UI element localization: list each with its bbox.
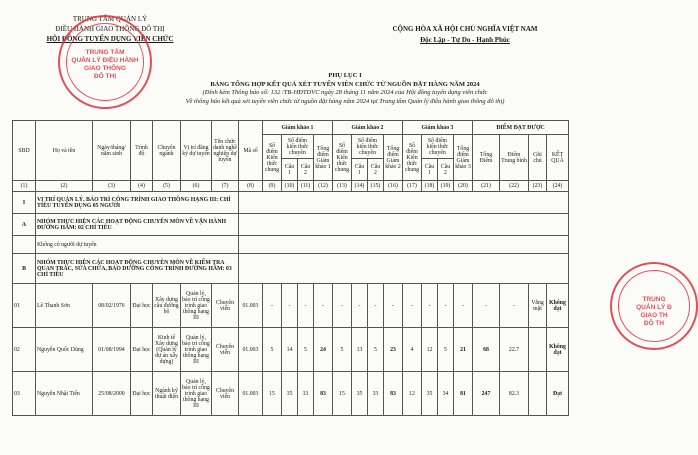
col-num: (18) — [422, 181, 438, 192]
j3-q1: Câu 1 — [422, 159, 438, 181]
cell-score: - — [282, 284, 298, 328]
cell-score: 83 — [314, 372, 333, 416]
col-num: (7) — [212, 181, 239, 192]
cell-title: Chuyên viên — [212, 372, 239, 416]
table-row — [13, 328, 569, 372]
cell-dob: 01/08/1994 — [93, 328, 131, 372]
col-header-result: KẾT QUẢ — [547, 135, 569, 181]
j3-general: Số điểm Kiến thức chung — [403, 135, 422, 181]
col-header-major: Chuyên ngành — [153, 121, 181, 181]
cell-note — [529, 328, 547, 372]
col-header-note: Ghi chú — [529, 135, 547, 181]
col-num: (15) — [368, 181, 384, 192]
cell-score: 5 — [333, 328, 352, 372]
no-candidates-note: Không có người dự tuyển — [36, 236, 239, 254]
cell-score: 4 — [403, 328, 422, 372]
cell-score: 81 — [454, 372, 473, 416]
section-row — [13, 254, 569, 284]
j3-total: Tổng điểm Giám khảo 3 — [454, 135, 473, 181]
cell-score: - — [314, 284, 333, 328]
judge3-header: Giám khảo 3 — [403, 121, 473, 135]
country-name: CỘNG HÒA XÃ HỘI CHỦ NGHĨA VIỆT NAM — [392, 25, 538, 33]
section-empty — [239, 254, 569, 284]
col-num: (5) — [153, 181, 181, 192]
cell-major: Ngành kỹ thuật điện — [153, 372, 181, 416]
cell-avg: 82.3 — [500, 372, 529, 416]
section-title: VỊ TRÍ QUẢN LÝ, BẢO TRÌ CÔNG TRÌNH GIAO THÔNG HẠNG III: CHỈ TIÊU TUYỂN DỤNG 05 NGƯỜI — [36, 192, 239, 214]
cell-score: 12 — [403, 372, 422, 416]
col-num: (24) — [547, 181, 569, 192]
col-header-title: Tên chức danh nghề nghiệp dự tuyển — [212, 121, 239, 181]
official-seal: TRUNG TÂM QUẢN LÝ ĐIỀU HÀNH GIAO THÔNG ĐÔ THỊ — [58, 15, 152, 109]
cell-score: 12 — [422, 328, 438, 372]
judge2-header: Giám khảo 2 — [333, 121, 403, 135]
j3-specialized: Số điểm kiến thức chuyên — [422, 135, 454, 159]
section-row — [13, 214, 569, 236]
cell-major: Xây dựng cầu đường bộ — [153, 284, 181, 328]
j2-general: Số điểm Kiến thức chung — [333, 135, 352, 181]
cell-name: Lê Thanh Sơn — [36, 284, 93, 328]
official-seal-2: TRUNG QUẢN LÝ Đ GIAO TH ĐÔ TH — [610, 262, 698, 350]
cell-position: Quản lý, bảo trì công trình giao thông hạng III — [181, 328, 212, 372]
cell-score: - — [384, 284, 403, 328]
section-label: B — [13, 254, 36, 284]
col-num: (16) — [384, 181, 403, 192]
section-title: NHÓM THỰC HIỆN CÁC HOẠT ĐỘNG CHUYÊN MÔN VỀ VẬN HÀNH ĐƯỜNG HẦM: 02 CHỈ TIÊU — [36, 214, 239, 236]
j1-specialized: Số điểm kiến thức chuyên — [282, 135, 314, 159]
col-num: (17) — [403, 181, 422, 192]
section-empty — [239, 214, 569, 236]
cell-total: 247 — [473, 372, 500, 416]
cell-score: 24 — [314, 328, 333, 372]
cell-major: Kinh tế Xây dựng (Quản lý dự án xây dựng) — [153, 328, 181, 372]
cell-dob: 25/08/2000 — [93, 372, 131, 416]
cell-dob: 08/02/1976 — [93, 284, 131, 328]
cell-title: Chuyên viên — [212, 328, 239, 372]
col-header-sbd: SBD — [13, 121, 36, 181]
col-num: (20) — [454, 181, 473, 192]
col-num: (14) — [352, 181, 368, 192]
j3-q2: Câu 2 — [438, 159, 454, 181]
j1-general: Số điểm Kiến thức chung — [263, 135, 282, 181]
cell-score: 21 — [454, 328, 473, 372]
j2-q2: Câu 2 — [368, 159, 384, 181]
cell-score: - — [368, 284, 384, 328]
cell-score: - — [422, 284, 438, 328]
table-row — [13, 284, 569, 328]
col-num: (23) — [529, 181, 547, 192]
j1-q1: Câu 1 — [282, 159, 298, 181]
cell-score: 35 — [282, 372, 298, 416]
col-num: (12) — [314, 181, 333, 192]
section-label — [13, 236, 36, 254]
col-header-dob: Ngày/tháng/ năm sinh — [93, 121, 131, 181]
cell-level: Đại học — [131, 284, 153, 328]
cell-score: 34 — [438, 372, 454, 416]
cell-result: Không đạt — [547, 284, 569, 328]
col-num: (6) — [181, 181, 212, 192]
cell-level: Đại học — [131, 372, 153, 416]
col-num: (1) — [13, 181, 36, 192]
section-label: A — [13, 214, 36, 236]
motto: Độc Lập - Tự Do - Hạnh Phúc — [420, 36, 510, 44]
column-number-row — [13, 181, 569, 192]
col-num: (4) — [131, 181, 153, 192]
score-group-header: ĐIỂM ĐẠT ĐƯỢC — [473, 121, 569, 135]
cell-code: 01.003 — [239, 284, 263, 328]
cell-score: - — [333, 284, 352, 328]
j2-q1: Câu 1 — [352, 159, 368, 181]
appendix-label: PHỤ LỤC I — [328, 72, 362, 79]
col-header-level: Trình độ — [131, 121, 153, 181]
cell-score: 5 — [368, 328, 384, 372]
cell-avg: 22.7 — [500, 328, 529, 372]
cell-score: - — [352, 284, 368, 328]
cell-position: Quản lý, bảo trì công trình giao thông hạng III — [181, 284, 212, 328]
cell-score: - — [438, 284, 454, 328]
cell-name: Nguyễn Quốc Dũng — [36, 328, 93, 372]
cell-sbd: 02 — [13, 328, 36, 372]
section-label: I — [13, 192, 36, 214]
col-num: (3) — [93, 181, 131, 192]
table-row — [13, 372, 569, 416]
agency-line3: HỘI ĐỒNG TUYỂN DỤNG VIÊN CHỨC — [46, 35, 174, 43]
section-empty — [239, 192, 569, 214]
cell-note: Vắng mặt — [529, 284, 547, 328]
section-row — [13, 192, 569, 214]
cell-score: - — [263, 284, 282, 328]
col-num: (11) — [298, 181, 314, 192]
col-header-avg: Điểm Trung bình — [500, 135, 529, 181]
agency-line1: TRUNG TÂM QUẢN LÝ — [72, 15, 148, 23]
cell-score: - — [403, 284, 422, 328]
cell-code: 01.003 — [239, 372, 263, 416]
judge1-header: Giám khảo 1 — [263, 121, 333, 135]
col-num: (13) — [333, 181, 352, 192]
col-num: (10) — [282, 181, 298, 192]
cell-score: 15 — [333, 372, 352, 416]
j1-q2: Câu 2 — [298, 159, 314, 181]
cell-score: 5 — [263, 328, 282, 372]
subtitle-2: Về thông báo kết quả xét tuyển viên chức từ nguồn đặt hàng năm 2024 tại Trung tâm Quản lý điều hành giao thông đô thị) — [185, 97, 505, 105]
col-num: (9) — [263, 181, 282, 192]
cell-code: 01.003 — [239, 328, 263, 372]
col-header-name: Họ và tên — [36, 121, 93, 181]
cell-score: - — [454, 284, 473, 328]
cell-score: 13 — [352, 328, 368, 372]
section-empty — [239, 236, 569, 254]
cell-note — [529, 372, 547, 416]
cell-title: Chuyên viên — [212, 284, 239, 328]
cell-score: 15 — [263, 372, 282, 416]
col-num: (22) — [500, 181, 529, 192]
cell-name: Nguyễn Nhật Tiến — [36, 372, 93, 416]
cell-total: - — [473, 284, 500, 328]
national-motto — [300, 24, 630, 46]
col-header-position: Vị trí đăng ký dự tuyển — [181, 121, 212, 181]
cell-sbd: 03 — [13, 372, 36, 416]
col-num: (19) — [438, 181, 454, 192]
results-table — [12, 120, 569, 416]
cell-score: 83 — [384, 372, 403, 416]
cell-level: Đại học — [131, 328, 153, 372]
j1-total: Tổng điểm Giám khảo 1 — [314, 135, 333, 181]
section-title: NHÓM THỰC HIỆN CÁC HOẠT ĐỘNG CHUYÊN MÔN VỀ KIỂM TRA QUAN TRẮC, SỬA CHỮA, BẢO DƯỠNG CÔNG TRÌNH ĐƯỜNG HẦM: 03 CHỈ TIÊU — [36, 254, 239, 284]
subtitle-1: (Đính kèm Thông báo số: 132 /TB-HĐTDVC ngày 28 tháng 11 năm 2024 của Hội đồng tuyển dụng viên chức — [202, 89, 488, 96]
cell-position: Quản lý, bảo trì công trình giao thông hạng III — [181, 372, 212, 416]
cell-score: 5 — [298, 328, 314, 372]
agency-line2: ĐIỀU HÀNH GIAO THÔNG ĐÔ THỊ — [55, 25, 165, 33]
cell-score: 35 — [422, 372, 438, 416]
cell-sbd: 01 — [13, 284, 36, 328]
j2-total: Tổng điểm Giám khảo 2 — [384, 135, 403, 181]
cell-score: 33 — [298, 372, 314, 416]
col-num: (21) — [473, 181, 500, 192]
cell-result: Đạt — [547, 372, 569, 416]
j2-specialized: Số điểm kiến thức chuyên — [352, 135, 384, 159]
cell-score: - — [298, 284, 314, 328]
col-num: (8) — [239, 181, 263, 192]
cell-total: 68 — [473, 328, 500, 372]
cell-avg: - — [500, 284, 529, 328]
cell-score: 23 — [384, 328, 403, 372]
cell-score: 5 — [438, 328, 454, 372]
col-num: (2) — [36, 181, 93, 192]
section-row — [13, 236, 569, 254]
cell-score: 35 — [352, 372, 368, 416]
col-header-code: Mã số — [239, 121, 263, 181]
col-header-total: Tổng Điểm — [473, 135, 500, 181]
cell-result: Không đạt — [547, 328, 569, 372]
cell-score: 33 — [368, 372, 384, 416]
document-title: BẢNG TỔNG HỢP KẾT QUẢ XÉT TUYỂN VIÊN CHỨC TỪ NGUỒN ĐẶT HÀNG NĂM 2024 — [210, 80, 480, 88]
cell-score: 14 — [282, 328, 298, 372]
document-titles — [60, 72, 630, 106]
